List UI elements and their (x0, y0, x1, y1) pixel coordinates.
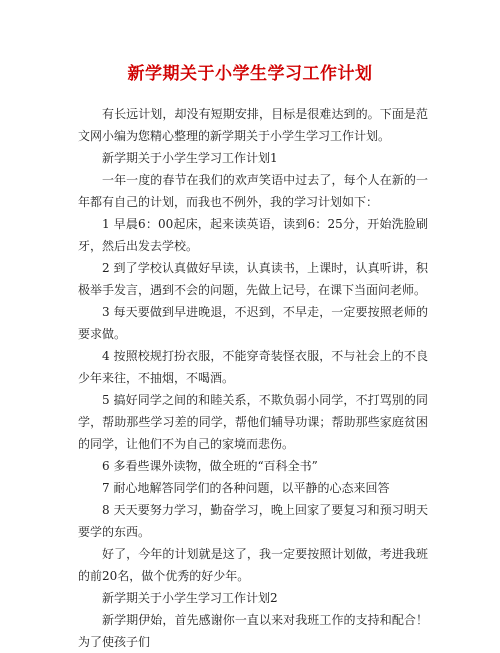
list-item-5: 5 搞好同学之间的和睦关系，不欺负弱小同学，不打骂别的同学，帮助那些学习差的同学，帮他们辅导功课；帮助那些家庭贫困的同学，让他们不为自己的家境而悲伤。 (78, 393, 428, 451)
list-item-6: 6 多看些课外读物，做全班的“百科全书” (102, 459, 318, 473)
list-item-1: 1 早晨6：00起床，起来读英语，读到6：25分，开始洗脸刷牙，然后出发去学校。 (78, 217, 428, 253)
list-item-4: 4 按照校规打扮衣服，不能穿奇装怪衣服，不与社会上的不良少年来往，不抽烟，不喝酒。 (78, 349, 428, 385)
list-item-2: 2 到了学校认真做好早读，认真读书，上课时，认真听讲，积极举手发言，遇到不会的问题，先做上记号，在课下当面问老师。 (78, 261, 428, 297)
document-body (78, 103, 428, 653)
paragraph-conclusion: 好了，今年的计划就是这了，我一定要按照计划做，考进我班的前20名，做个优秀的好少年。 (78, 547, 428, 583)
document-title: 新学期关于小学生学习工作计划 (127, 64, 373, 84)
section-heading-plan-2: 新学期关于小学生学习工作计划2 (102, 591, 278, 605)
list-item-8: 8 天天要努力学习，勤奋学习，晚上回家了要复习和预习明天要学的东西。 (78, 503, 428, 539)
paragraph-plan-2-start: 新学期伊始，首先感谢你一直以来对我班工作的支持和配合！为了使孩子们 (78, 613, 428, 649)
paragraph-intro: 有长远计划，却没有短期安排，目标是很难达到的。下面是范文网小编为您精心整理的新学期关于小学生学习工作计划。 (78, 107, 428, 143)
section-heading-plan-1: 新学期关于小学生学习工作计划1 (102, 151, 278, 165)
list-item-3: 3 每天要做到早进晚退，不迟到，不早走，一定要按照老师的要求做。 (78, 305, 428, 341)
list-item-7: 7 耐心地解答同学们的各种问题，以平静的心态来回答 (102, 481, 390, 495)
paragraph-plan-intro: 一年一度的春节在我们的欢声笑语中过去了，每个人在新的一年都有自己的计划，而我也不例外，我的学习计划如下： (78, 173, 428, 209)
